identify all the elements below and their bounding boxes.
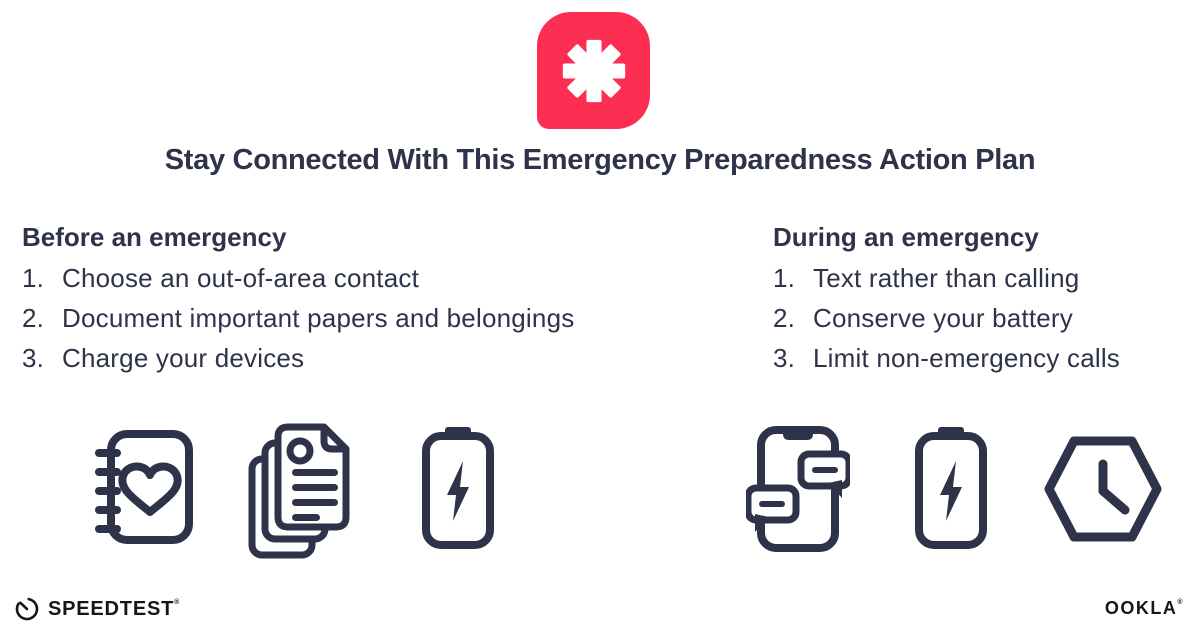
asterisk-icon xyxy=(560,37,628,105)
before-heading: Before an emergency xyxy=(22,222,287,252)
list-item: 2. Conserve your battery xyxy=(773,303,1073,333)
ookla-logo xyxy=(1105,598,1184,619)
before-emergency-section xyxy=(22,220,722,378)
speedtest-wordmark: SPEEDTEST® xyxy=(48,597,181,620)
page-title: Stay Connected With This Emergency Preparedness Action Plan xyxy=(164,144,1036,176)
contact-book-heart-icon xyxy=(95,429,195,545)
asterisk-bubble-icon xyxy=(537,12,650,129)
battery-charge-icon xyxy=(915,427,987,549)
list-item: 3. Limit non-emergency calls xyxy=(773,343,1121,373)
ookla-wordmark: OOKLA xyxy=(1104,598,1178,618)
list-item: 2. Document important papers and belongings xyxy=(22,303,575,333)
registered-mark: ® xyxy=(1177,599,1184,606)
during-list xyxy=(773,258,1193,378)
during-emergency-section xyxy=(773,220,1193,378)
registered-mark: ® xyxy=(174,598,181,606)
phone-text-messages-icon xyxy=(746,426,850,552)
speedtest-logo xyxy=(14,596,180,622)
clock-hexagon-icon xyxy=(1043,434,1163,544)
during-heading: During an emergency xyxy=(773,222,1039,252)
list-item: 1. Text rather than calling xyxy=(773,263,1080,293)
battery-charge-icon xyxy=(422,427,494,549)
speedtest-gauge-icon xyxy=(14,596,40,622)
list-item: 1. Choose an out-of-area contact xyxy=(22,263,420,293)
documents-stack-icon xyxy=(248,421,354,561)
before-list xyxy=(22,258,722,378)
list-item: 3. Charge your devices xyxy=(22,343,305,373)
